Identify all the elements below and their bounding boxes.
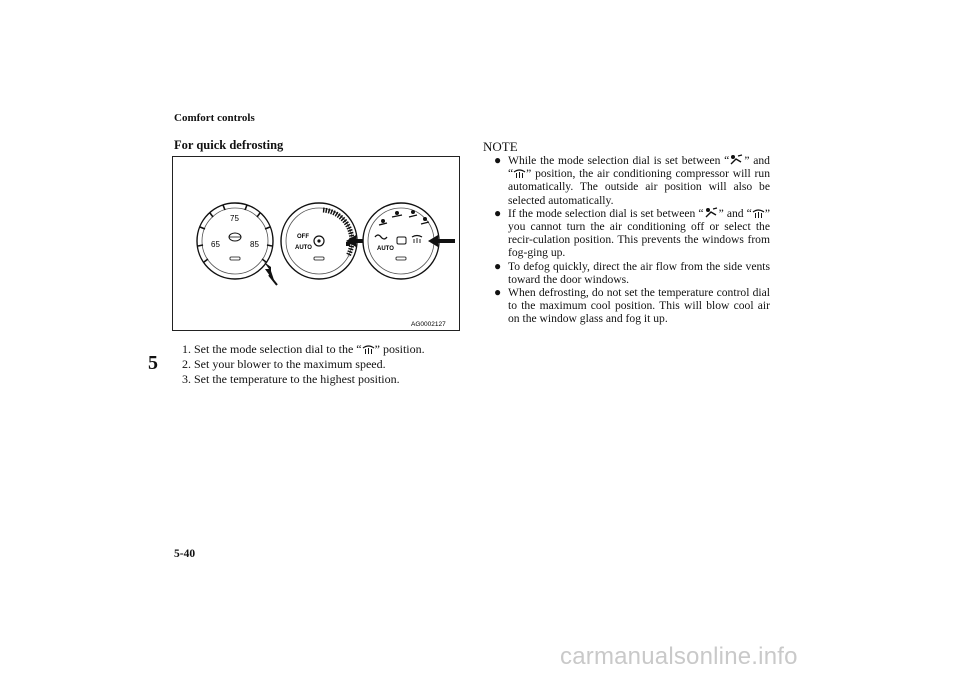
fan-auto-label: AUTO [295, 245, 312, 251]
note-1-text-b: ” and “ [508, 154, 770, 181]
note-item-3 [494, 260, 770, 286]
note-item-1 [494, 154, 770, 207]
temp-high-label: 85 [250, 240, 259, 249]
temperature-dial [197, 203, 273, 279]
watermark: carmanualsonline.info [560, 643, 798, 670]
note-2-text-c: ” you cannot turn the air conditioning off or select the recir-culation position. This prevents the windows from fog-ging up. [508, 206, 770, 260]
defrost-icon [362, 344, 375, 355]
note-4-text: When defrosting, do not set the temperature control dial to the maximum cool position. This will blow cool air on the window glass and fog it up. [508, 286, 770, 326]
defrost-icon [752, 208, 765, 219]
heading: For quick defrosting [174, 138, 284, 152]
note-1-text-c: ” position, the air conditioning compressor will run automatically. The outside air position will also be selected automatically. [508, 167, 770, 207]
bullet-icon: ● [494, 285, 502, 300]
climate-dials-illustration [173, 157, 459, 330]
step-3: 3. Set the temperature to the highest position. [182, 372, 400, 386]
bullet-icon: ● [494, 205, 502, 220]
note-title: NOTE [483, 139, 518, 154]
mode-auto-label: AUTO [377, 246, 394, 252]
step-1 [182, 342, 425, 357]
note-list [494, 154, 770, 326]
note-item-4 [494, 286, 770, 326]
fan-speed-dial [281, 203, 357, 279]
defrost-icon [513, 168, 526, 179]
note-1-text-a: While the mode selection dial is set between “ [508, 154, 730, 167]
note-2-text-b: ” and “ [718, 206, 752, 220]
chapter-tab: 5 [148, 352, 158, 374]
figure-code: AG0002127 [411, 321, 446, 328]
foot-defrost-icon [704, 207, 719, 219]
section-title: Comfort controls [174, 112, 255, 124]
climate-control-figure [172, 156, 460, 331]
arrow-icon [264, 262, 277, 285]
temp-mid-label: 75 [230, 214, 239, 223]
fan-off-label: OFF [297, 234, 309, 240]
note-2-text-a: If the mode selection dial is set between “ [508, 206, 704, 220]
step-1-text-after: ” position. [374, 342, 425, 356]
foot-defrost-icon [729, 154, 744, 166]
bullet-icon: ● [494, 153, 502, 167]
note-item-2 [494, 207, 770, 260]
mode-selection-dial [363, 203, 439, 279]
steps-list [182, 342, 425, 387]
note-3-text: To defog quickly, direct the air flow from the side vents toward the door windows. [508, 259, 770, 286]
bullet-icon: ● [494, 258, 502, 273]
step-2: 2. Set your blower to the maximum speed. [182, 357, 386, 371]
temp-low-label: 65 [211, 240, 220, 249]
page-number: 5-40 [174, 548, 196, 560]
step-1-text-before: 1. Set the mode selection dial to the “ [182, 342, 362, 356]
